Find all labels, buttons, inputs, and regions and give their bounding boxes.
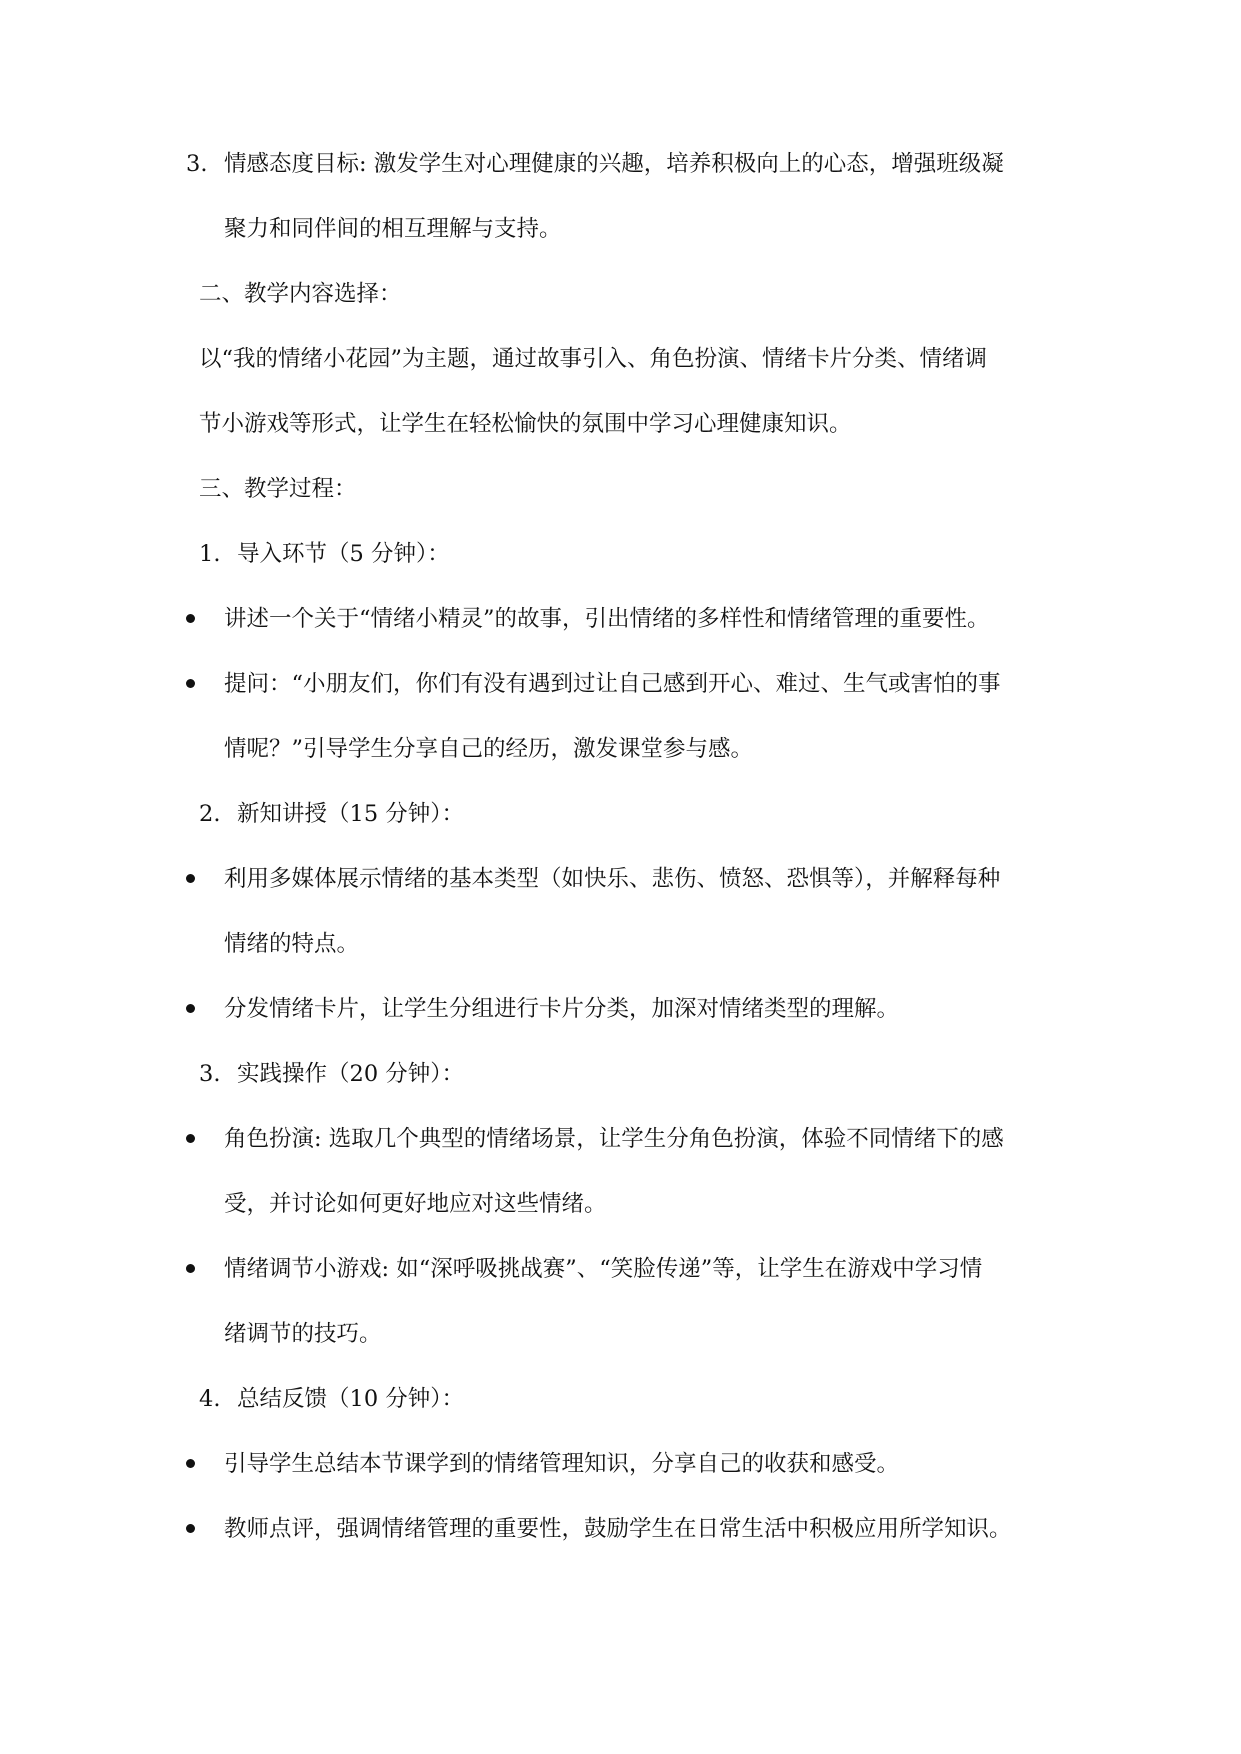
section-heading: 二、教学内容选择： [199,281,402,307]
bullet-text-line: 讲述一个关于“情绪小精灵”的故事，引出情绪的多样性和情绪管理的重要性。 [224,606,990,632]
bullet-dot [186,1134,195,1143]
bullet-text-line: 提问：“小朋友们，你们有没有遇到过让自己感到开心、难过、生气或害怕的事 [224,671,1001,697]
goal-text-line: 聚力和同伴间的相互理解与支持。 [224,216,562,242]
goal-number: 3. [186,151,208,177]
paragraph-line: 以“我的情绪小花园”为主题，通过故事引入、角色扮演、情绪卡片分类、情绪调 [199,346,988,372]
bullet-text-line: 绪调节的技巧。 [224,1321,382,1347]
bullet-text-line: 教师点评，强调情绪管理的重要性，鼓励学生在日常生活中积极应用所学知识。 [224,1516,1012,1542]
goal-text-line: 情感态度目标: 激发学生对心理健康的兴趣，培养积极向上的心态，增强班级凝 [224,151,1004,177]
bullet-text-line: 角色扮演: 选取几个典型的情绪场景，让学生分角色扮演，体验不同情绪下的感 [224,1126,1004,1152]
bullet-text-line: 分发情绪卡片，让学生分组进行卡片分类，加深对情绪类型的理解。 [224,996,900,1022]
step-title: 实践操作（20 分钟）： [237,1061,465,1087]
bullet-dot [186,1004,195,1013]
bullet-dot [186,614,195,623]
bullet-text-line: 情呢？”引导学生分享自己的经历，激发课堂参与感。 [224,736,754,762]
bullet-dot [186,1459,195,1468]
bullet-dot [186,679,195,688]
step-number: 4. [199,1386,221,1412]
step-title: 导入环节（5 分钟）： [237,541,450,567]
bullet-text-line: 受，并讨论如何更好地应对这些情绪。 [224,1191,607,1217]
bullet-text-line: 利用多媒体展示情绪的基本类型（如快乐、悲伤、愤怒、恐惧等），并解释每种 [224,866,1001,892]
bullet-text-line: 情绪调节小游戏: 如“深呼吸挑战赛”、“笑脸传递”等，让学生在游戏中学习情 [224,1256,983,1282]
bullet-dot [186,874,195,883]
bullet-dot [186,1264,195,1273]
step-number: 1. [199,541,221,567]
bullet-text-line: 引导学生总结本节课学到的情绪管理知识，分享自己的收获和感受。 [224,1451,900,1477]
paragraph-line: 节小游戏等形式，让学生在轻松愉快的氛围中学习心理健康知识。 [199,411,852,437]
step-title: 总结反馈（10 分钟）： [237,1386,465,1412]
bullet-dot [186,1524,195,1533]
section-heading: 三、教学过程： [199,476,357,502]
bullet-text-line: 情绪的特点。 [224,931,360,957]
step-number: 3. [199,1061,221,1087]
step-title: 新知讲授（15 分钟）： [237,801,465,827]
step-number: 2. [199,801,221,827]
